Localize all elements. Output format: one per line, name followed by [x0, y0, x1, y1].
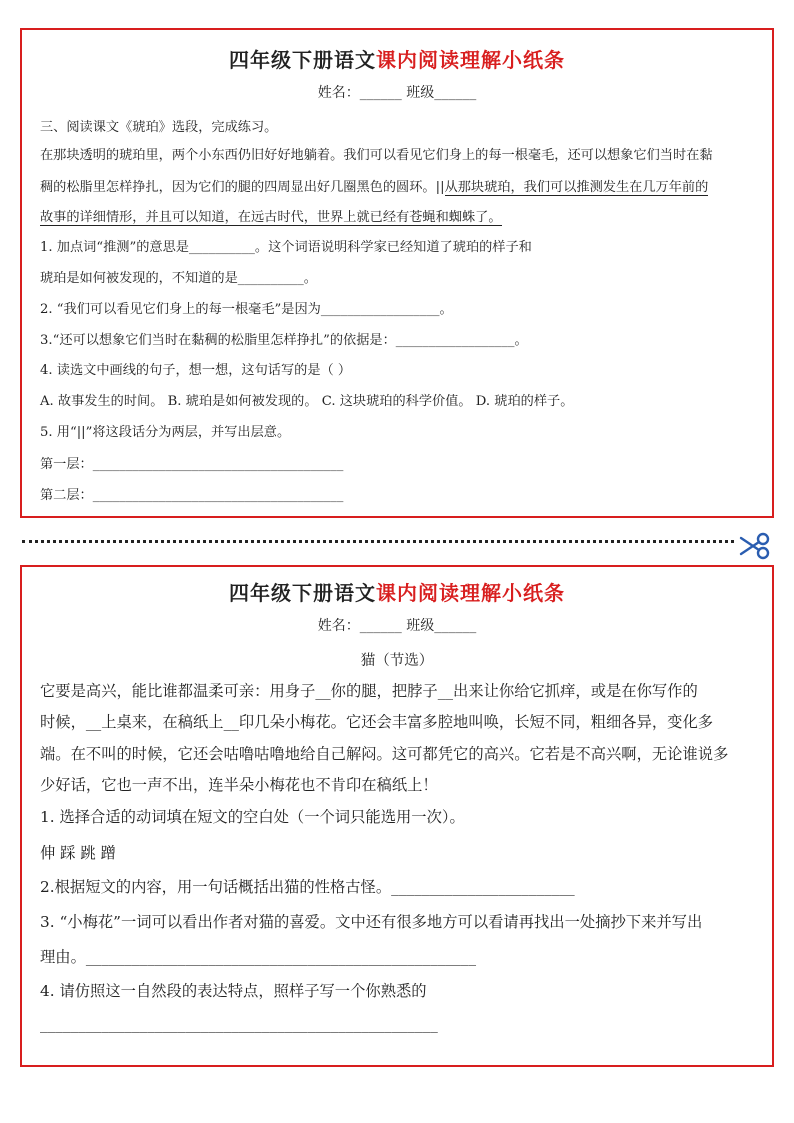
passage-line: 它要是高兴，能比谁都温柔可亲：用身子__你的腿，把脖子__出来让你给它抓痒，或是在你写作的 [40, 682, 698, 700]
passage-line [40, 206, 758, 225]
question-5: 5. 用“||”将这段话分为两层，并写出层意。 [40, 425, 291, 440]
name-class-line: 姓名：______ 班级______ [317, 618, 477, 634]
question-2: 2. “我们可以看见它们身上的每一根毫毛”是因为__________________。 [40, 302, 453, 317]
slip-title-black: 四年级下册语文 [229, 48, 376, 72]
answer-layer-1: 第一层：______________________________________ [40, 457, 344, 472]
question-1: 1. 选择合适的动词填在短文的空白处（一个词只能选用一次）。 [40, 808, 465, 826]
passage-line-text: 稠的松脂里怎样挣扎，因为它们的腿的四周显出好几圈黑色的圆环。|| [40, 180, 445, 195]
slip-title-red: 课内阅读理解小纸条 [376, 581, 565, 605]
question-3: 3.“还可以想象它们当时在黏稠的松脂里怎样挣扎”的依据是：__________________。 [40, 333, 528, 348]
passage-line: 在那块透明的琥珀里，两个小东西仍旧好好地躺着。我们可以看见它们身上的每一根毫毛，还可以想象它们当时在黏 [40, 148, 713, 163]
passage-line: 少好话，它也一声不出，连半朵小梅花也不肯印在稿纸上！ [40, 776, 438, 794]
cut-line [22, 540, 734, 543]
slip-title [22, 577, 772, 606]
question-4: 4. 读选文中画线的句子，想一想，这句话写的是（ ） [40, 363, 352, 378]
question-2: 2.根据短文的内容，用一句话概括出猫的性格古怪。________________________ [40, 878, 575, 896]
question-1-continued: 琥珀是如何被发现的，不知道的是__________。 [40, 271, 317, 286]
section-heading: 三、阅读课文《琥珀》选段，完成练习。 [40, 120, 278, 135]
passage-line [40, 176, 758, 195]
passage-line: 时候，__上桌来，在稿纸上__印几朵小梅花。它还会丰富多腔地叫唤，长短不同，粗细各异，变化多 [40, 713, 714, 731]
reading-slip-amber [20, 28, 774, 518]
underlined-sentence: 从那块琥珀，我们可以推测发生在几万年前的 [444, 180, 709, 195]
slip-title [22, 44, 772, 73]
underlined-sentence: 故事的详细情形，并且可以知道，在远古时代，世界上就已经有苍蝇和蜘蛛了。 [40, 210, 502, 225]
question-4: 4. 请仿照这一自然段的表达特点，照样子写一个你熟悉的 [40, 982, 427, 1000]
slip-title-red: 课内阅读理解小纸条 [376, 48, 565, 72]
scissors-icon [738, 532, 772, 560]
slip-title-black: 四年级下册语文 [229, 581, 376, 605]
verb-choices: 伸 踩 跳 蹭 [40, 844, 116, 862]
passage-title: 猫（节选） [360, 653, 434, 669]
question-1: 1. 加点词“推测”的意思是__________。这个词语说明科学家已经知道了琥珀的样子和 [40, 240, 532, 255]
question-3: 3. “小梅花”一词可以看出作者对猫的喜爱。文中还有很多地方可以看请再找出一处摘抄下来并写出 [40, 913, 703, 931]
name-class-line: 姓名：______ 班级______ [317, 85, 477, 101]
reading-slip-cat [20, 565, 774, 1067]
question-3-continued: 理由。___________________________________________________ [40, 948, 476, 966]
question-4-options: A. 故事发生的时间。 B. 琥珀是如何被发现的。 C. 这块琥珀的科学价值。 D. 琥珀的样子。 [40, 394, 574, 409]
passage-line: 端。在不叫的时候，它还会咕噜咕噜地给自己解闷。这可都凭它的高兴。它若是不高兴啊，无论谁说多 [40, 745, 729, 763]
answer-layer-2: 第二层：______________________________________ [40, 488, 344, 503]
answer-line: ____________________________________________________ [40, 1015, 438, 1033]
